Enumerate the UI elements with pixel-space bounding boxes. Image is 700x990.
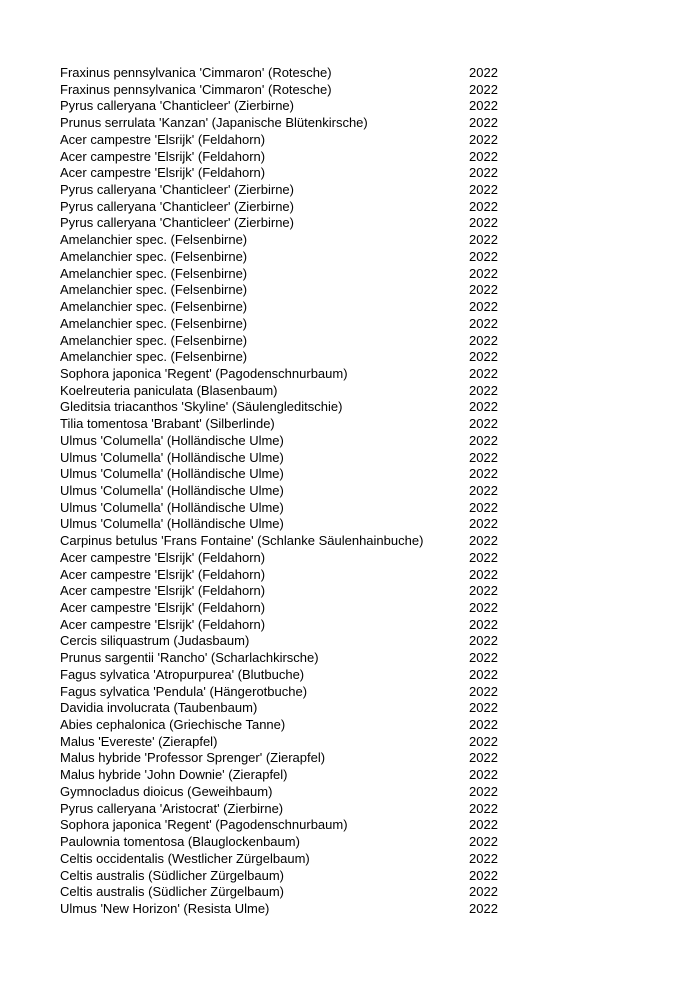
tree-name-cell: Acer campestre 'Elsrijk' (Feldahorn) xyxy=(60,616,266,632)
tree-name-cell: Amelanchier spec. (Felsenbirne) xyxy=(60,299,248,315)
planting-year-cell: 2022 xyxy=(469,232,498,248)
table-row xyxy=(58,299,498,316)
planting-year-cell: 2022 xyxy=(469,566,498,582)
planting-year-cell: 2022 xyxy=(469,399,498,415)
tree-name-cell: Fraxinus pennsylvanica 'Cimmaron' (Rotesche) xyxy=(60,65,332,80)
tree-name-cell: Fagus sylvatica 'Pendula' (Hängerotbuche) xyxy=(60,683,308,699)
planting-year-cell: 2022 xyxy=(469,834,498,850)
table-row xyxy=(58,500,498,517)
planting-year-cell: 2022 xyxy=(469,349,498,365)
planting-year-cell: 2022 xyxy=(469,215,498,231)
planting-year-cell: 2022 xyxy=(469,81,498,97)
table-row xyxy=(58,383,498,400)
table-row xyxy=(58,316,498,333)
tree-name-cell: Cercis siliquastrum (Judasbaum) xyxy=(60,633,250,649)
tree-name-cell: Pyrus calleryana 'Chanticleer' (Zierbirne) xyxy=(60,182,294,198)
tree-name-cell: Fagus sylvatica 'Atropurpurea' (Blutbuche) xyxy=(60,666,305,682)
table-row xyxy=(58,215,498,232)
planting-year-cell: 2022 xyxy=(469,382,498,398)
table-row xyxy=(58,466,498,483)
planting-year-cell: 2022 xyxy=(469,767,498,783)
table-row xyxy=(58,249,498,266)
planting-year-cell: 2022 xyxy=(469,432,498,448)
tree-name-cell: Malus hybride 'Professor Sprenger' (Zierapfel) xyxy=(60,750,326,766)
table-row xyxy=(58,149,498,166)
table-row xyxy=(58,199,498,216)
table-row xyxy=(58,617,498,634)
planting-year-cell: 2022 xyxy=(469,884,498,900)
tree-name-cell: Acer campestre 'Elsrijk' (Feldahorn) xyxy=(60,566,266,582)
planting-year-cell: 2022 xyxy=(469,666,498,682)
table-row xyxy=(58,583,498,600)
tree-name-cell: Ulmus 'Columella' (Holländische Ulme) xyxy=(60,432,284,448)
tree-name-cell: Ulmus 'Columella' (Holländische Ulme) xyxy=(60,466,284,482)
planting-year-cell: 2022 xyxy=(469,198,498,214)
planting-year-cell: 2022 xyxy=(469,867,498,883)
table-row xyxy=(58,717,498,734)
planting-year-cell: 2022 xyxy=(469,65,498,80)
table-row xyxy=(58,851,498,868)
table-row xyxy=(58,550,498,567)
table-row xyxy=(58,884,498,901)
tree-name-cell: Amelanchier spec. (Felsenbirne) xyxy=(60,349,248,365)
table-row xyxy=(58,600,498,617)
planting-year-cell: 2022 xyxy=(469,533,498,549)
table-row xyxy=(58,700,498,717)
table-row xyxy=(58,516,498,533)
tree-name-cell: Pyrus calleryana 'Chanticleer' (Zierbirne) xyxy=(60,198,294,214)
tree-name-cell: Amelanchier spec. (Felsenbirne) xyxy=(60,332,248,348)
tree-name-cell: Acer campestre 'Elsrijk' (Feldahorn) xyxy=(60,148,266,164)
table-row xyxy=(58,366,498,383)
planting-year-cell: 2022 xyxy=(469,315,498,331)
tree-name-cell: Acer campestre 'Elsrijk' (Feldahorn) xyxy=(60,165,266,181)
table-row xyxy=(58,734,498,751)
table-row xyxy=(58,650,498,667)
tree-name-cell: Sophora japonica 'Regent' (Pagodenschnurbaum) xyxy=(60,817,348,833)
table-row xyxy=(58,868,498,885)
tree-planting-table xyxy=(58,65,498,918)
planting-year-cell: 2022 xyxy=(469,482,498,498)
tree-name-cell: Amelanchier spec. (Felsenbirne) xyxy=(60,282,248,298)
table-row xyxy=(58,82,498,99)
tree-name-cell: Malus 'Evereste' (Zierapfel) xyxy=(60,733,218,749)
table-row xyxy=(58,817,498,834)
table-row xyxy=(58,165,498,182)
tree-name-cell: Amelanchier spec. (Felsenbirne) xyxy=(60,265,248,281)
planting-year-cell: 2022 xyxy=(469,332,498,348)
table-row xyxy=(58,767,498,784)
tree-name-cell: Celtis occidentalis (Westlicher Zürgelbaum) xyxy=(60,850,310,866)
planting-year-cell: 2022 xyxy=(469,700,498,716)
table-row xyxy=(58,433,498,450)
tree-name-cell: Fraxinus pennsylvanica 'Cimmaron' (Rotesche) xyxy=(60,81,332,97)
tree-name-cell: Carpinus betulus 'Frans Fontaine' (Schlanke Säulenhainbuche) xyxy=(60,533,424,549)
table-row xyxy=(58,232,498,249)
planting-year-cell: 2022 xyxy=(469,750,498,766)
tree-name-cell: Pyrus calleryana 'Chanticleer' (Zierbirne) xyxy=(60,215,294,231)
planting-year-cell: 2022 xyxy=(469,583,498,599)
tree-name-cell: Prunus serrulata 'Kanzan' (Japanische Blütenkirsche) xyxy=(60,115,368,131)
table-body xyxy=(58,65,498,918)
planting-year-cell: 2022 xyxy=(469,616,498,632)
table-row xyxy=(58,533,498,550)
table-row xyxy=(58,784,498,801)
tree-name-cell: Celtis australis (Südlicher Zürgelbaum) xyxy=(60,884,284,900)
planting-year-cell: 2022 xyxy=(469,499,498,515)
table-row xyxy=(58,399,498,416)
table-row xyxy=(58,416,498,433)
planting-year-cell: 2022 xyxy=(469,516,498,532)
tree-name-cell: Sophora japonica 'Regent' (Pagodenschnurbaum) xyxy=(60,365,348,381)
tree-name-cell: Pyrus calleryana 'Chanticleer' (Zierbirne) xyxy=(60,98,294,114)
planting-year-cell: 2022 xyxy=(469,549,498,565)
tree-name-cell: Celtis australis (Südlicher Zürgelbaum) xyxy=(60,867,284,883)
tree-name-cell: Gleditsia triacanthos 'Skyline' (Säulengleditschie) xyxy=(60,399,343,415)
table-row xyxy=(58,801,498,818)
planting-year-cell: 2022 xyxy=(469,466,498,482)
tree-name-cell: Ulmus 'Columella' (Holländische Ulme) xyxy=(60,482,284,498)
planting-year-cell: 2022 xyxy=(469,800,498,816)
tree-name-cell: Acer campestre 'Elsrijk' (Feldahorn) xyxy=(60,131,266,147)
tree-name-cell: Abies cephalonica (Griechische Tanne) xyxy=(60,717,286,733)
planting-year-cell: 2022 xyxy=(469,850,498,866)
tree-name-cell: Acer campestre 'Elsrijk' (Feldahorn) xyxy=(60,600,266,615)
table-row xyxy=(58,132,498,149)
tree-name-cell: Koelreuteria paniculata (Blasenbaum) xyxy=(60,382,278,398)
table-row xyxy=(58,901,498,918)
table-row xyxy=(58,98,498,115)
table-row xyxy=(58,483,498,500)
tree-name-cell: Amelanchier spec. (Felsenbirne) xyxy=(60,315,248,331)
planting-year-cell: 2022 xyxy=(469,282,498,298)
planting-year-cell: 2022 xyxy=(469,365,498,381)
tree-name-cell: Prunus sargentii 'Rancho' (Scharlachkirsche) xyxy=(60,650,319,666)
table-row xyxy=(58,182,498,199)
planting-year-cell: 2022 xyxy=(469,717,498,733)
planting-year-cell: 2022 xyxy=(469,449,498,465)
planting-year-cell: 2022 xyxy=(469,182,498,198)
planting-year-cell: 2022 xyxy=(469,299,498,315)
tree-name-cell: Acer campestre 'Elsrijk' (Feldahorn) xyxy=(60,583,266,599)
planting-year-cell: 2022 xyxy=(469,733,498,749)
planting-year-cell: 2022 xyxy=(469,900,498,916)
tree-name-cell: Ulmus 'Columella' (Holländische Ulme) xyxy=(60,499,284,515)
planting-year-cell: 2022 xyxy=(469,416,498,432)
planting-year-cell: 2022 xyxy=(469,817,498,833)
tree-name-cell: Davidia involucrata (Taubenbaum) xyxy=(60,700,258,716)
planting-year-cell: 2022 xyxy=(469,148,498,164)
tree-name-cell: Malus hybride 'John Downie' (Zierapfel) xyxy=(60,767,288,783)
tree-name-cell: Acer campestre 'Elsrijk' (Feldahorn) xyxy=(60,549,266,565)
table-row xyxy=(58,333,498,350)
tree-name-cell: Ulmus 'Columella' (Holländische Ulme) xyxy=(60,516,284,532)
table-row xyxy=(58,633,498,650)
tree-name-cell: Ulmus 'Columella' (Holländische Ulme) xyxy=(60,449,284,465)
tree-name-cell: Gymnocladus dioicus (Geweihbaum) xyxy=(60,783,273,799)
tree-name-cell: Pyrus calleryana 'Aristocrat' (Zierbirne) xyxy=(60,800,284,816)
table-row xyxy=(58,684,498,701)
table-row xyxy=(58,65,498,82)
tree-name-cell: Amelanchier spec. (Felsenbirne) xyxy=(60,248,248,264)
planting-year-cell: 2022 xyxy=(469,115,498,131)
planting-year-cell: 2022 xyxy=(469,650,498,666)
planting-year-cell: 2022 xyxy=(469,683,498,699)
table-row xyxy=(58,450,498,467)
table-row xyxy=(58,750,498,767)
planting-year-cell: 2022 xyxy=(469,131,498,147)
planting-year-cell: 2022 xyxy=(469,633,498,649)
table-row xyxy=(58,667,498,684)
table-row xyxy=(58,115,498,132)
table-row xyxy=(58,567,498,584)
planting-year-cell: 2022 xyxy=(469,600,498,615)
table-row xyxy=(58,266,498,283)
tree-name-cell: Ulmus 'New Horizon' (Resista Ulme) xyxy=(60,900,270,916)
tree-name-cell: Tilia tomentosa 'Brabant' (Silberlinde) xyxy=(60,416,275,432)
planting-year-cell: 2022 xyxy=(469,165,498,181)
table-row xyxy=(58,349,498,366)
table-row xyxy=(58,834,498,851)
tree-name-cell: Paulownia tomentosa (Blauglockenbaum) xyxy=(60,834,300,850)
table-row xyxy=(58,282,498,299)
planting-year-cell: 2022 xyxy=(469,98,498,114)
planting-year-cell: 2022 xyxy=(469,783,498,799)
planting-year-cell: 2022 xyxy=(469,265,498,281)
planting-year-cell: 2022 xyxy=(469,248,498,264)
tree-name-cell: Amelanchier spec. (Felsenbirne) xyxy=(60,232,248,248)
